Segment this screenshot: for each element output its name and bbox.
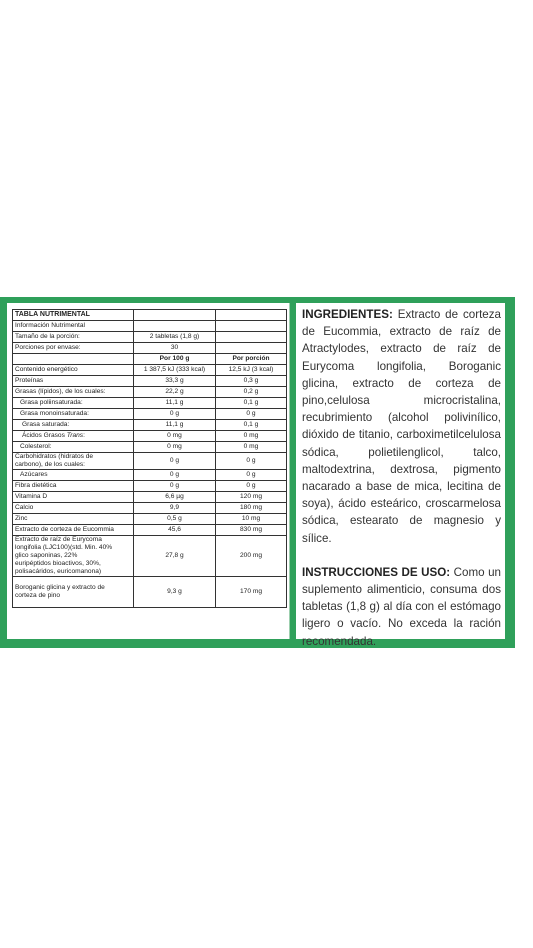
table-row: Grasas (lípidos), de los cuales: 22,2 g 0,2 g xyxy=(13,387,287,398)
table-row xyxy=(13,332,287,343)
nutrition-table xyxy=(12,309,287,608)
serving-label: Tamaño de la porción: xyxy=(13,332,134,343)
table-row: Azúcares 0 g 0 g xyxy=(13,470,287,481)
table-row: Grasa poliinsaturada: 11,1 g 0,1 g xyxy=(13,398,287,409)
serving-value: 2 tabletas (1,8 g) xyxy=(134,332,216,343)
servings-value: 30 xyxy=(134,343,216,354)
table-row: Fibra dietética 0 g 0 g xyxy=(13,481,287,492)
instructions-heading: INSTRUCCIONES DE USO: xyxy=(302,565,451,579)
table-row: Boroganic glicina y extracto de corteza de pino 9,3 g 170 mg xyxy=(13,577,287,608)
servings-label: Porciones por envase: xyxy=(13,343,134,354)
instructions-paragraph xyxy=(302,564,501,650)
table-row xyxy=(13,321,287,332)
table-header-row xyxy=(13,354,287,365)
nutrition-title: TABLA NUTRIMENTAL xyxy=(13,310,134,321)
text-panel xyxy=(296,303,505,648)
nutrition-subtitle: Información Nutrimental xyxy=(13,321,134,332)
table-row: Zinc 0,5 g 10 mg xyxy=(13,514,287,525)
ingredients-paragraph xyxy=(302,306,501,547)
table-row: Carbohidratos (hidratos de carbono), de los cuales: 0 g 0 g xyxy=(13,453,287,470)
ingredients-heading: INGREDIENTES: xyxy=(302,308,393,321)
table-row: Vitamina D 6,6 µg 120 mg xyxy=(13,492,287,503)
instructions-text: Como un suplemento alimenticio, consuma dos tabletas (1,8 g) al día con el estómago ligero o vacío. No exceda la ración recomendada. xyxy=(302,565,501,648)
table-row: Contenido energético 1 387,5 kJ (333 kcal) 12,5 kJ (3 kcal) xyxy=(13,365,287,376)
table-row: Colesterol: 0 mg 0 mg xyxy=(13,442,287,453)
col-per-portion: Por porción xyxy=(216,354,287,365)
table-row: Grasa monoinsaturada: 0 g 0 g xyxy=(13,409,287,420)
table-row: Extracto de corteza de Eucommia 45,6 830 mg xyxy=(13,525,287,536)
panel-divider xyxy=(289,303,290,639)
table-row: Extracto de raíz de Eurycoma longifolia (LJC100)(std. Min. 40% glico saponinas, 22% euripéptidos bioactivos, 30%, polisacáridos, euricomanona) 27,8 g 200 mg xyxy=(13,536,287,577)
nutrition-panel xyxy=(7,303,290,639)
table-row: Grasa saturada: 11,1 g 0,1 g xyxy=(13,420,287,431)
table-row: Ácidos Grasos Trans: 0 mg 0 mg xyxy=(13,431,287,442)
table-row xyxy=(13,343,287,354)
ingredients-text: Extracto de corteza de Eucommia, extracto de raíz de Atractylodes, extracto de raíz de Eurycoma longifolia, Boroganic glicina, extracto de corteza de pino,celulosa microcristalina, recubrimiento (alcohol polivinílico, dióxido de titanio, carboximetilcelulosa sódica, polietilenglicol, talco, maltodextrina, dextrosa, pigmento nacarado a base de mica, lecitina de soya), ácido esteárico, croscarmelosa sódica, estearato de magnesio y sílice. xyxy=(302,308,501,545)
table-row: Calcio 9,9 180 mg xyxy=(13,503,287,514)
table-row xyxy=(13,310,287,321)
table-row: Proteínas 33,3 g 0,3 g xyxy=(13,376,287,387)
col-per-100g: Por 100 g xyxy=(134,354,216,365)
